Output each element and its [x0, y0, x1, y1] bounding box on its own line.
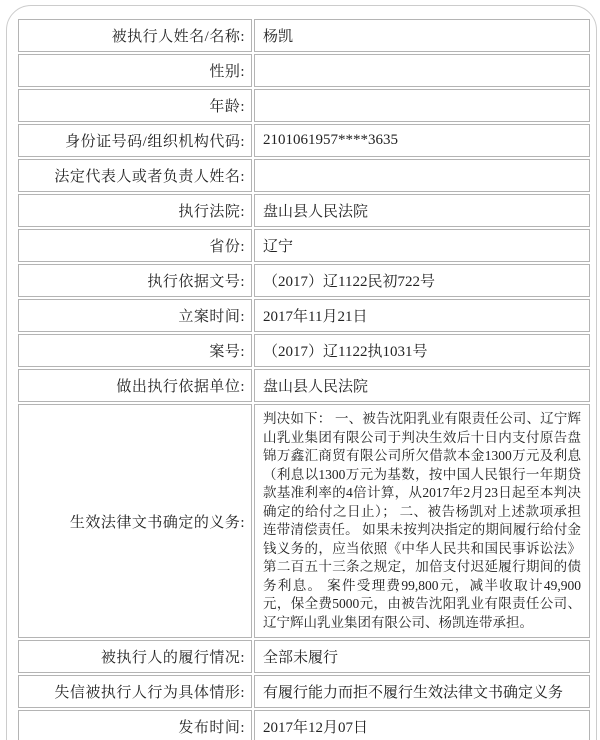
row-value: 有履行能力而拒不履行生效法律文书确定义务: [254, 675, 590, 708]
row-value: （2017）辽1122民初722号: [254, 264, 590, 297]
row-label: 身份证号码/组织机构代码:: [18, 124, 252, 157]
row-label: 被执行人姓名/名称:: [18, 19, 252, 52]
row-label: 失信被执行人行为具体情形:: [18, 675, 252, 708]
table-row: [18, 194, 590, 227]
table-row: [18, 675, 590, 708]
row-value: （2017）辽1122执1031号: [254, 334, 590, 367]
table-row: [18, 369, 590, 402]
table-row: [18, 299, 590, 332]
row-value: [254, 159, 590, 192]
row-value: 2101061957****3635: [254, 124, 590, 157]
row-label: 执行依据文号:: [18, 264, 252, 297]
row-label: 立案时间:: [18, 299, 252, 332]
row-value: [254, 89, 590, 122]
row-label: 被执行人的履行情况:: [18, 640, 252, 673]
row-label: 省份:: [18, 229, 252, 262]
table-row: [18, 159, 590, 192]
row-value: 2017年11月21日: [254, 299, 590, 332]
row-label: 法定代表人或者负责人姓名:: [18, 159, 252, 192]
table-row: [18, 124, 590, 157]
table-row: [18, 264, 590, 297]
document-card: [6, 5, 597, 740]
enforcement-record-table: [16, 17, 592, 740]
table-row: [18, 19, 590, 52]
row-value: 盘山县人民法院: [254, 369, 590, 402]
row-label: 案号:: [18, 334, 252, 367]
row-value: 盘山县人民法院: [254, 194, 590, 227]
table-row: [18, 89, 590, 122]
table-row: [18, 404, 590, 638]
row-value: [254, 54, 590, 87]
table-row: [18, 334, 590, 367]
table-row: [18, 640, 590, 673]
row-label: 生效法律文书确定的义务:: [18, 404, 252, 638]
row-label: 执行法院:: [18, 194, 252, 227]
table-row: [18, 54, 590, 87]
row-value: 2017年12月07日: [254, 710, 590, 740]
row-value: 杨凯: [254, 19, 590, 52]
record-table-body: [18, 19, 590, 740]
row-label: 年龄:: [18, 89, 252, 122]
row-value: 全部未履行: [254, 640, 590, 673]
row-label: 性别:: [18, 54, 252, 87]
row-value: 辽宁: [254, 229, 590, 262]
row-label: 做出执行依据单位:: [18, 369, 252, 402]
row-value: 判决如下： 一、被告沈阳乳业有限责任公司、辽宁辉山乳业集团有限公司于判决生效后十日内支付原告盘锦万鑫汇商贸有限公司所欠借款本金1300万元及利息（利息以1300万元为基数，按中国人民银行一年期贷款基准利率的4倍计算，从2017年2月23日起至本判决确定的给付之日止）； 二、被告杨凯对上述款项承担连带清偿责任。 如果未按判决指定的期间履行给付金钱义务的，应当依照《中华人民共和国民事诉讼法》第二百五十三条之规定，加倍支付迟延履行期间的债务利息。 案件受理费99,800元，减半收取计49,900元，保全费5000元，由被告沈阳乳业有限责任公司、辽宁辉山乳业集团有限公司、杨凯连带承担。: [254, 404, 590, 638]
table-row: [18, 710, 590, 740]
row-label: 发布时间:: [18, 710, 252, 740]
table-row: [18, 229, 590, 262]
